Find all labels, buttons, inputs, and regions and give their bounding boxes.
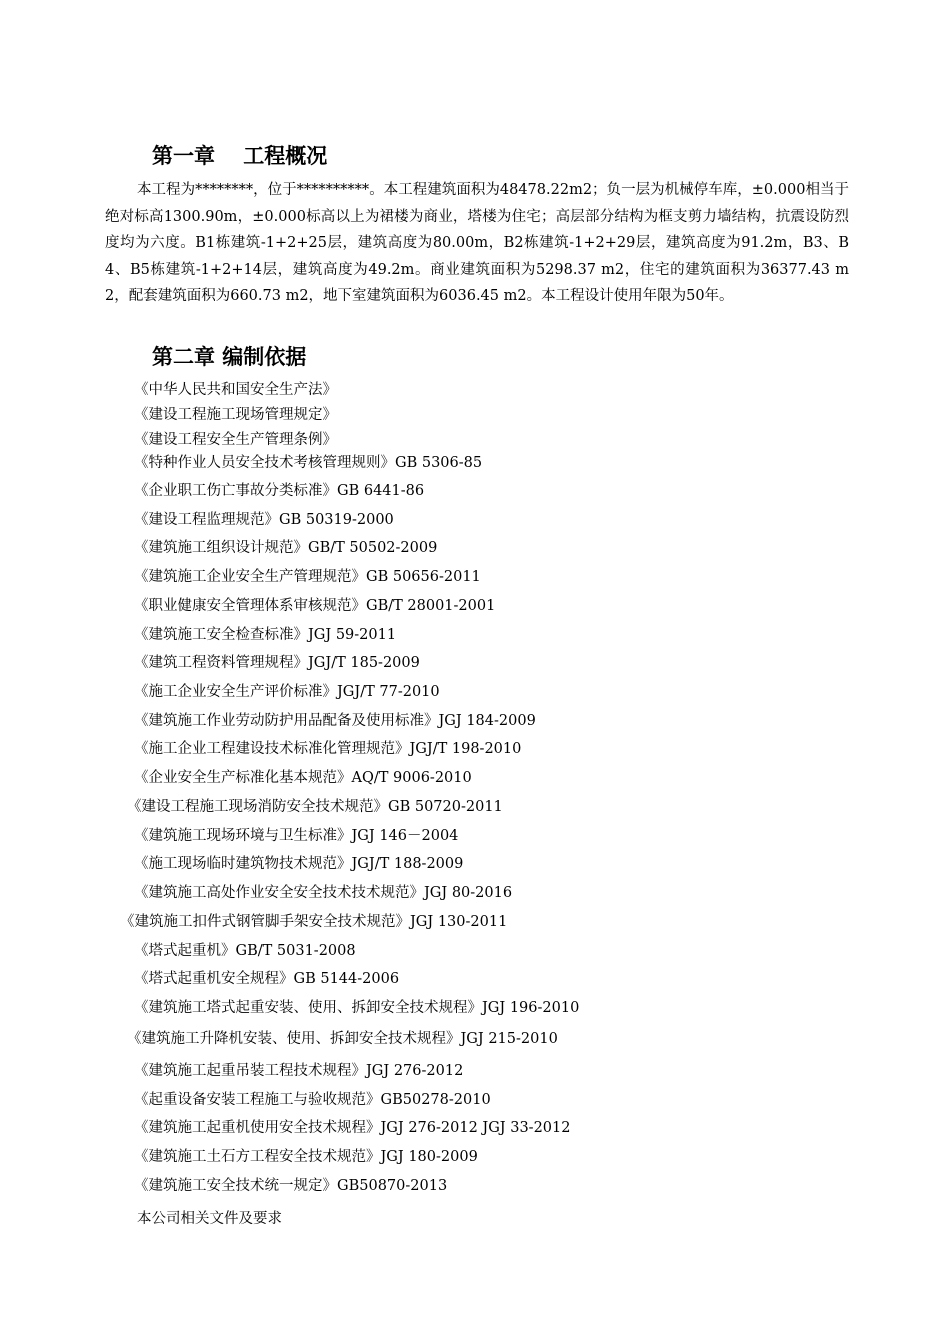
reference-item: 《建筑施工组织设计规范》GB/T 50502-2009 [134, 540, 438, 556]
reference-item: 《建筑施工作业劳动防护用品配备及使用标准》JGJ 184-2009 [134, 713, 536, 729]
reference-item: 《特种作业人员安全技术考核管理规则》GB 5306-85 [134, 455, 483, 471]
reference-item: 《施工现场临时建筑物技术规范》JGJ/T 188-2009 [134, 856, 464, 872]
chapter-1-body: 本工程为********，位于**********。本工程建筑面积为48478.22m2；负一层为机械停车库，±0.000相当于绝对标高1300.90m，±0.000标高以上为裙楼为商业，塔楼为住宅；高层部分结构为框支剪力墙结构，抗震设防烈度均为六度。B1栋建筑-1+2+25层，建筑高度为80.00m，B2栋建筑-1+2+29层，建筑高度为91.2m，B3、B4、B5栋建筑-1+2+14层，建筑高度为49.2m。商业建筑面积为5298.37 m2，住宅的建筑面积为36377.43 m2，配套建筑面积为660.73 m2，地下室建筑面积为6036.45 m2。本工程设计使用年限为50年。 [105, 182, 849, 305]
reference-item: 《企业安全生产标准化基本规范》AQ/T 9006-2010 [134, 770, 472, 786]
reference-item: 《建筑施工扣件式钢管脚手架安全技术规范》JGJ 130-2011 [120, 914, 508, 930]
reference-item: 《建筑工程资料管理规程》JGJ/T 185-2009 [134, 655, 420, 671]
reference-item: 《建筑施工起重机使用安全技术规程》JGJ 276-2012 JGJ 33-2012 [134, 1120, 571, 1136]
reference-item: 《中华人民共和国安全生产法》 [134, 382, 337, 398]
reference-item: 本公司相关文件及要求 [137, 1211, 282, 1227]
reference-item: 《建筑施工高处作业安全安全技术技术规范》JGJ 80-2016 [134, 885, 513, 901]
reference-item: 《施工企业安全生产评价标准》JGJ/T 77-2010 [134, 684, 440, 700]
reference-item: 《建设工程安全生产管理条例》 [134, 432, 337, 448]
reference-item: 《建设工程监理规范》GB 50319-2000 [134, 512, 394, 528]
reference-item: 《塔式起重机安全规程》GB 5144-2006 [134, 971, 400, 987]
reference-item: 《建设工程施工现场管理规定》 [134, 407, 337, 423]
reference-item: 《建设工程施工现场消防安全技术规范》GB 50720-2011 [127, 799, 503, 815]
reference-item: 《建筑施工塔式起重安装、使用、拆卸安全技术规程》JGJ 196-2010 [134, 1000, 580, 1016]
reference-item: 《建筑施工安全检查标准》JGJ 59-2011 [134, 627, 397, 643]
reference-item: 《建筑施工安全技术统一规定》GB50870-2013 [134, 1178, 448, 1194]
reference-item: 《建筑施工企业安全生产管理规范》GB 50656-2011 [134, 569, 481, 585]
reference-item: 《塔式起重机》GB/T 5031-2008 [134, 943, 356, 959]
reference-item: 《职业健康安全管理体系审核规范》GB/T 28001-2001 [134, 598, 496, 614]
reference-item: 《建筑施工起重吊装工程技术规程》JGJ 276-2012 [134, 1063, 464, 1079]
reference-item: 《企业职工伤亡事故分类标准》GB 6441-86 [134, 483, 425, 499]
reference-item: 《建筑施工现场环境与卫生标准》JGJ 146－2004 [134, 828, 459, 844]
chapter-1-title: 第一章 工程概况 [152, 144, 328, 168]
reference-item: 《起重设备安装工程施工与验收规范》GB50278-2010 [134, 1092, 491, 1108]
chapter-2-title: 第二章 编制依据 [152, 345, 307, 369]
reference-item: 《建筑施工土石方工程安全技术规范》JGJ 180-2009 [134, 1149, 478, 1165]
reference-item: 《建筑施工升降机安装、使用、拆卸安全技术规程》JGJ 215-2010 [127, 1031, 558, 1047]
reference-item: 《施工企业工程建设技术标准化管理规范》JGJ/T 198-2010 [134, 741, 522, 757]
